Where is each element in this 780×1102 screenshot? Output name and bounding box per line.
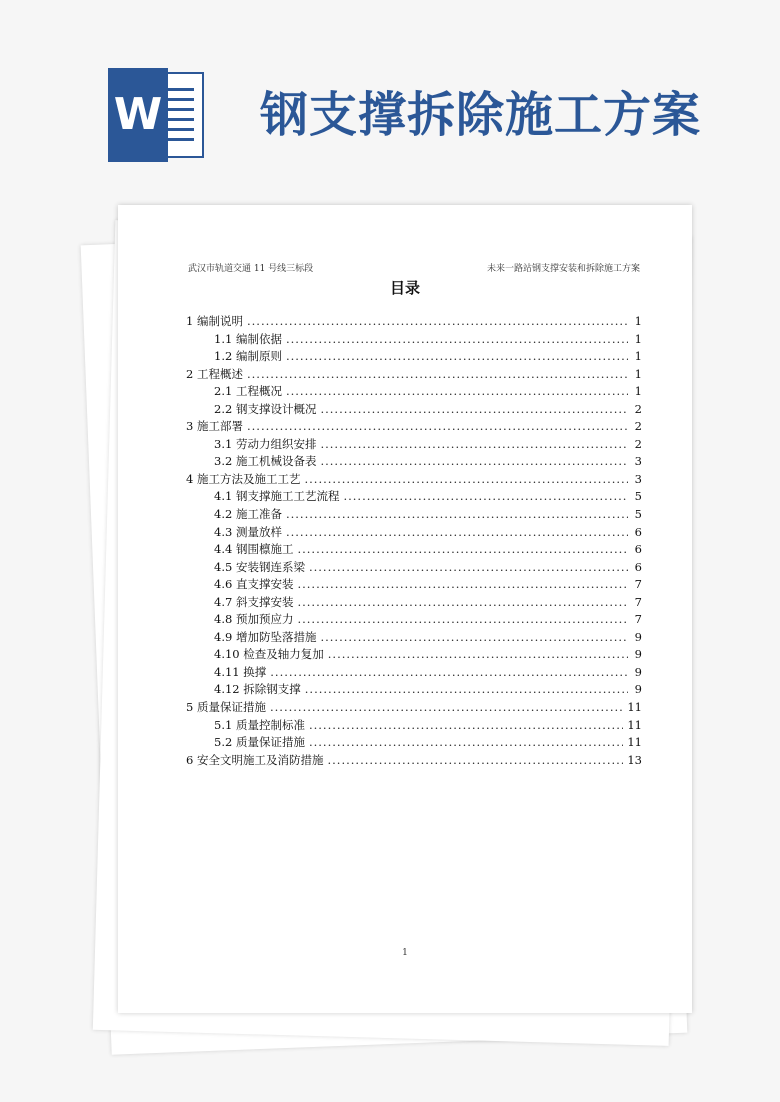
toc-leader-dots (304, 472, 628, 486)
toc-entry[interactable] (186, 331, 642, 349)
toc-entry[interactable] (186, 752, 642, 770)
toc-entry-title: 4.8 预加预应力 (214, 612, 294, 627)
toc-entry-title: 4.5 安装钢连系梁 (214, 559, 305, 574)
toc-entry-title: 5 质量保证措施 (186, 700, 266, 715)
toc-entry-page: 9 (634, 629, 642, 644)
toc-leader-dots (270, 700, 623, 714)
word-logo-letter: W (108, 68, 168, 162)
toc-entry-page: 9 (634, 682, 642, 697)
toc-entry[interactable] (186, 383, 642, 401)
toc-leader-dots (286, 349, 628, 363)
toc-entry-page: 11 (627, 717, 642, 732)
toc-entry-page: 7 (634, 594, 642, 609)
toc-entry-title: 4.4 钢围檩施工 (214, 542, 294, 557)
toc-entry-page: 11 (627, 735, 642, 750)
toc-entry[interactable] (186, 717, 642, 735)
toc-entry[interactable] (186, 576, 642, 594)
toc-entry-page: 6 (634, 542, 642, 557)
toc-entry[interactable] (186, 418, 642, 436)
toc-entry[interactable] (186, 594, 642, 612)
toc-leader-dots (320, 454, 628, 468)
toc-entry-title: 1.1 编制依据 (214, 331, 282, 346)
toc-entry[interactable] (186, 734, 642, 752)
toc-leader-dots (328, 647, 628, 661)
toc-leader-dots (320, 402, 628, 416)
toc-entry[interactable] (186, 471, 642, 489)
toc-entry[interactable] (186, 646, 642, 664)
toc-entry-title: 2.1 工程概况 (214, 384, 282, 399)
toc-entry-title: 5.1 质量控制标准 (214, 717, 305, 732)
toc-leader-dots (297, 542, 628, 556)
toc-leader-dots (305, 682, 628, 696)
toc-entry-title: 5.2 质量保证措施 (214, 735, 305, 750)
toc-entry[interactable] (186, 629, 642, 647)
toc-entry[interactable] (186, 699, 642, 717)
toc-entry[interactable] (186, 541, 642, 559)
toc-entry-page: 9 (634, 664, 642, 679)
toc-entry-title: 3.1 劳动力组织安排 (214, 436, 317, 451)
header-right: 未来一路站钢支撑安装和拆除施工方案 (486, 264, 640, 274)
toc-entry-page: 5 (634, 489, 642, 504)
toc-entry-page: 6 (634, 559, 642, 574)
toc-leader-dots (270, 665, 628, 679)
toc-leader-dots (247, 419, 628, 433)
table-of-contents (186, 313, 642, 769)
toc-entry-title: 4 施工方法及施工工艺 (186, 471, 301, 486)
toc-entry-title: 2 工程概述 (186, 366, 243, 381)
toc-leader-dots (320, 630, 628, 644)
toc-entry-page: 1 (634, 349, 642, 364)
toc-leader-dots (327, 753, 623, 767)
toc-entry-title: 4.9 增加防坠落措施 (214, 629, 317, 644)
toc-entry-page: 2 (634, 419, 642, 434)
toc-entry[interactable] (186, 436, 642, 454)
toc-leader-dots (286, 525, 628, 539)
document-page (118, 205, 692, 1013)
toc-entry-page: 13 (627, 752, 642, 767)
toc-entry[interactable] (186, 453, 642, 471)
toc-entry-title: 4.12 拆除钢支撑 (214, 682, 301, 697)
toc-title: 目录 (389, 279, 420, 297)
banner-title: 钢支撑拆除施工方案 (260, 87, 702, 143)
toc-entry[interactable] (186, 366, 642, 384)
toc-entry-page: 1 (634, 366, 642, 381)
page-number: 1 (402, 948, 408, 958)
toc-entry-page: 2 (634, 436, 642, 451)
toc-leader-dots (247, 367, 628, 381)
toc-entry-title: 3.2 施工机械设备表 (214, 454, 317, 469)
toc-leader-dots (286, 507, 628, 521)
toc-leader-dots (297, 577, 628, 591)
toc-entry[interactable] (186, 611, 642, 629)
header-left: 武汉市轨道交通 11 号线三标段 (188, 264, 314, 274)
banner (0, 0, 780, 200)
word-logo-icon (108, 68, 206, 162)
toc-leader-dots (286, 384, 628, 398)
toc-leader-dots (309, 718, 623, 732)
toc-leader-dots (247, 314, 628, 328)
toc-leader-dots (320, 437, 628, 451)
toc-entry-title: 4.1 钢支撑施工工艺流程 (214, 489, 340, 504)
toc-entry[interactable] (186, 664, 642, 682)
toc-entry[interactable] (186, 313, 642, 331)
toc-entry-page: 5 (634, 507, 642, 522)
toc-entry-page: 3 (634, 471, 642, 486)
toc-entry-title: 2.2 钢支撑设计概况 (214, 401, 317, 416)
toc-leader-dots (343, 489, 628, 503)
toc-entry-title: 4.3 测量放样 (214, 524, 282, 539)
toc-entry-page: 3 (634, 454, 642, 469)
toc-entry-page: 2 (634, 401, 642, 416)
toc-entry-title: 4.11 换撑 (214, 664, 267, 679)
toc-entry-page: 6 (634, 524, 642, 539)
toc-entry-title: 1.2 编制原则 (214, 349, 282, 364)
toc-entry[interactable] (186, 401, 642, 419)
toc-entry[interactable] (186, 681, 642, 699)
toc-entry[interactable] (186, 559, 642, 577)
toc-entry[interactable] (186, 524, 642, 542)
toc-entry[interactable] (186, 348, 642, 366)
toc-leader-dots (309, 560, 628, 574)
toc-entry-page: 1 (634, 331, 642, 346)
toc-entry-title: 4.10 检查及轴力复加 (214, 647, 324, 662)
toc-entry-page: 9 (634, 647, 642, 662)
toc-entry-page: 11 (627, 700, 642, 715)
toc-entry-title: 1 编制说明 (186, 314, 243, 328)
toc-entry-title: 4.2 施工准备 (214, 507, 282, 522)
toc-entry-page: 7 (634, 577, 642, 592)
toc-leader-dots (297, 612, 628, 626)
toc-entry[interactable] (186, 506, 642, 524)
toc-leader-dots (309, 735, 623, 749)
toc-entry[interactable] (186, 488, 642, 506)
toc-entry-page: 1 (634, 314, 642, 328)
toc-entry-page: 1 (634, 384, 642, 399)
toc-entry-title: 6 安全文明施工及消防措施 (186, 752, 324, 767)
toc-entry-title: 4.6 直支撑安装 (214, 577, 294, 592)
toc-leader-dots (286, 332, 628, 346)
toc-leader-dots (297, 595, 628, 609)
toc-entry-page: 7 (634, 612, 642, 627)
toc-entry-title: 4.7 斜支撑安装 (214, 594, 294, 609)
toc-entry-title: 3 施工部署 (186, 419, 243, 434)
